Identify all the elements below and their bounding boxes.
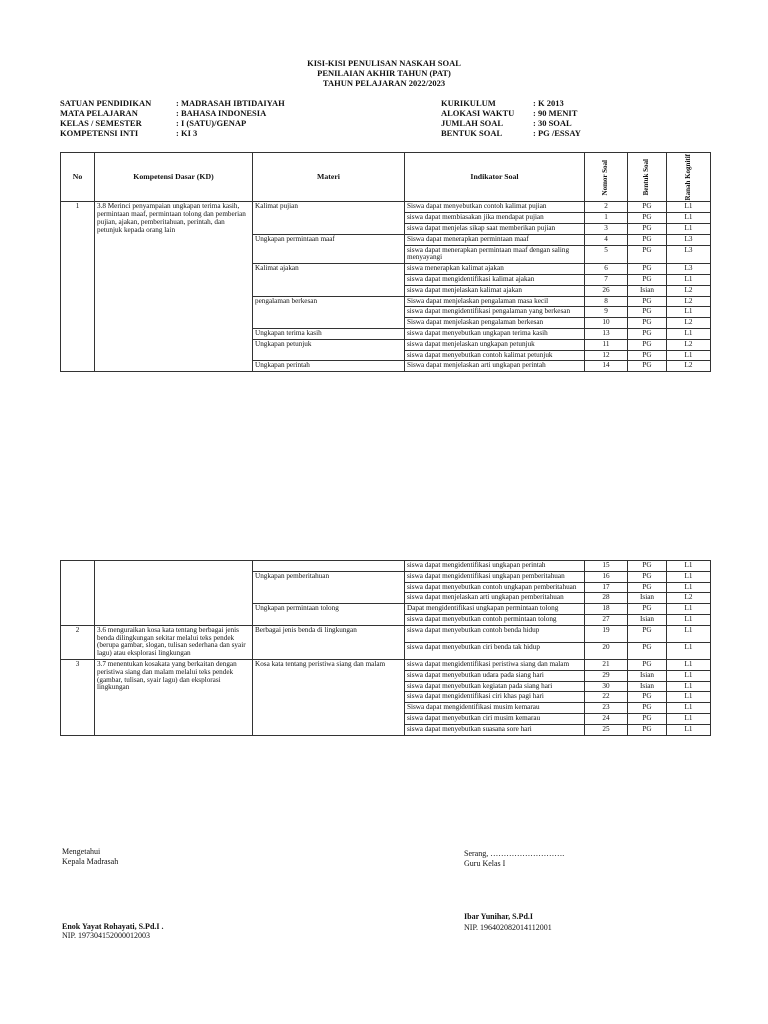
bentuk-cell: PG	[628, 202, 667, 213]
ranah-cell: L1	[667, 659, 711, 670]
col-no: No	[61, 153, 95, 202]
ranah-cell: L3	[667, 245, 711, 264]
nomor-cell: 10	[585, 318, 628, 329]
meta-row	[60, 118, 285, 128]
col-indikator: Indikator Soal	[405, 153, 585, 202]
bentuk-cell: Isian	[628, 285, 667, 296]
meta-value: : BAHASA INDONESIA	[176, 108, 267, 118]
ranah-cell: L2	[667, 285, 711, 296]
nomor-cell: 1	[585, 213, 628, 224]
ranah-cell: L1	[667, 224, 711, 235]
meta-label: KURIKULUM	[441, 98, 496, 108]
bentuk-cell: PG	[628, 659, 667, 670]
meta-label: BENTUK SOAL	[441, 128, 503, 138]
nomor-cell: 23	[585, 703, 628, 714]
ranah-cell: L1	[667, 713, 711, 724]
table-row	[61, 659, 711, 670]
meta-label: KELAS / SEMESTER	[60, 118, 142, 128]
nomor-cell: 9	[585, 307, 628, 318]
nomor-cell: 18	[585, 604, 628, 615]
kd-text: 3.7 menentukan kosakata yang berkaitan dengan peristiwa siang dan malam melalui teks pendek (gambar, tulisan, syair lagu) dan eksplorasi lingkungan	[95, 659, 253, 735]
nomor-cell: 2	[585, 202, 628, 213]
ranah-cell: L1	[667, 561, 711, 572]
bentuk-cell: PG	[628, 318, 667, 329]
bentuk-cell: Isian	[628, 681, 667, 692]
bentuk-cell: PG	[628, 329, 667, 340]
meta-label: ALOKASI WAKTU	[441, 108, 515, 118]
ranah-cell: L1	[667, 614, 711, 625]
nomor-cell: 30	[585, 681, 628, 692]
nomor-cell: 29	[585, 670, 628, 681]
indikator-cell: siswa dapat menyebutkan kegiatan pada siang hari	[405, 681, 585, 692]
nomor-cell: 22	[585, 692, 628, 703]
materi-cell: Ungkapan permintaan maaf	[253, 234, 405, 263]
indikator-cell: Dapat mengidentifikasi ungkapan permintaan tolong	[405, 604, 585, 615]
nomor-cell: 7	[585, 275, 628, 286]
materi-cell: Ungkapan perintah	[253, 361, 405, 372]
nomor-cell: 17	[585, 582, 628, 593]
materi-cell: Kalimat pujian	[253, 202, 405, 234]
meta-value: : PG /ESSAY	[533, 128, 581, 138]
ranah-cell: L1	[667, 625, 711, 642]
col-ranah-label: Ranah Kognitif	[683, 154, 692, 201]
meta-value: : I (SATU)/GENAP	[176, 118, 247, 128]
indikator-cell: siswa menerapkan kalimat ajakan	[405, 264, 585, 275]
nomor-cell: 6	[585, 264, 628, 275]
indikator-cell: Siswa dapat menyebutkan contoh kalimat pujian	[405, 202, 585, 213]
kisi-table-1	[60, 152, 711, 372]
nomor-cell: 12	[585, 350, 628, 361]
indikator-cell: Siswa dapat mengidentifikasi musim kemarau	[405, 703, 585, 714]
nomor-cell: 28	[585, 593, 628, 604]
ranah-cell: L2	[667, 593, 711, 604]
indikator-cell: siswa dapat menyebutkan ciri musim kemarau	[405, 713, 585, 724]
bentuk-cell: PG	[628, 245, 667, 264]
bentuk-cell: PG	[628, 642, 667, 659]
materi-cell: Ungkapan pemberitahuan	[253, 571, 405, 603]
document-title: KISI-KISI PENULISAN NASKAH SOAL	[307, 58, 461, 68]
meta-row	[441, 98, 581, 108]
bentuk-cell: PG	[628, 604, 667, 615]
kd-number	[61, 561, 95, 626]
bentuk-cell: PG	[628, 703, 667, 714]
meta-row	[60, 98, 285, 108]
ranah-cell: L1	[667, 307, 711, 318]
sig-left-label1: Mengetahui	[62, 847, 101, 856]
nomor-cell: 21	[585, 659, 628, 670]
meta-value: : MADRASAH IBTIDAIYAH	[176, 98, 285, 108]
ranah-cell: L1	[667, 350, 711, 361]
materi-cell: pengalaman berkesan	[253, 296, 405, 328]
bentuk-cell: PG	[628, 275, 667, 286]
indikator-cell: siswa dapat mengidentifikasi ungkapan perintah	[405, 561, 585, 572]
indikator-cell: siswa dapat membiasakan jika mendapat pujian	[405, 213, 585, 224]
ranah-cell: L1	[667, 329, 711, 340]
indikator-cell: Siswa dapat menjelaskan pengalaman berkesan	[405, 318, 585, 329]
ranah-cell: L2	[667, 339, 711, 350]
sig-right-name-text: Ibar Yunihar, S.Pd.I	[464, 912, 533, 921]
nomor-cell: 24	[585, 713, 628, 724]
ranah-cell: L1	[667, 642, 711, 659]
meta-right	[441, 98, 581, 138]
kd-text: 3.6 menguraikan kosa kata tentang berbagai jenis benda dilingkungan sekitar melalui teks pendek (berupa gambar, slogan, tulisan sederhana dan syair lagu) atau eksplorasi lingkungan	[95, 625, 253, 659]
ranah-cell: L2	[667, 318, 711, 329]
sig-right-label: Guru Kelas I	[464, 859, 506, 868]
ranah-cell: L1	[667, 582, 711, 593]
indikator-cell: siswa dapat mengidentifikasi ciri khas pagi hari	[405, 692, 585, 703]
ranah-cell: L1	[667, 703, 711, 714]
kd-text	[95, 561, 253, 626]
indikator-cell: siswa dapat menyebutkan ungkapan terima kasih	[405, 329, 585, 340]
indikator-cell: siswa dapat menjelas sikap saat memberikan pujian	[405, 224, 585, 235]
kd-number: 1	[61, 202, 95, 372]
meta-value: : K 2013	[533, 98, 564, 108]
nomor-cell: 27	[585, 614, 628, 625]
bentuk-cell: PG	[628, 224, 667, 235]
meta-left	[60, 98, 285, 138]
ranah-cell: L3	[667, 264, 711, 275]
indikator-cell: siswa dapat menerapkan permintaan maaf dengan saling menyayangi	[405, 245, 585, 264]
ranah-cell: L1	[667, 670, 711, 681]
indikator-cell: siswa dapat mengidentifikasi peristiwa siang dan malam	[405, 659, 585, 670]
meta-row	[441, 118, 581, 128]
bentuk-cell: PG	[628, 264, 667, 275]
indikator-cell: siswa dapat menyebutkan suasana sore hari	[405, 724, 585, 735]
ranah-cell: L1	[667, 275, 711, 286]
indikator-cell: siswa dapat menyebutkan contoh benda hidup	[405, 625, 585, 642]
sig-left-label2: Kepala Madrasah	[62, 857, 119, 866]
materi-cell: Ungkapan permintaan tolong	[253, 604, 405, 626]
indikator-cell: siswa dapat menyebutkan contoh kalimat petunjuk	[405, 350, 585, 361]
bentuk-cell: PG	[628, 625, 667, 642]
materi-cell: Kosa kata tentang peristiwa siang dan malam	[253, 659, 405, 735]
materi-cell	[253, 561, 405, 572]
sig-right-nip: NIP. 196402082014112001	[464, 923, 552, 932]
indikator-cell: siswa dapat menjelaskan arti ungkapan pemberitahuan	[405, 593, 585, 604]
sig-right-name	[464, 912, 533, 922]
materi-cell: Kalimat ajakan	[253, 264, 405, 296]
document-year: TAHUN PELAJARAN 2022/2023	[322, 78, 446, 88]
bentuk-cell: PG	[628, 213, 667, 224]
meta-value: : 90 MENIT	[533, 108, 578, 118]
nomor-cell: 26	[585, 285, 628, 296]
bentuk-cell: PG	[628, 339, 667, 350]
ranah-cell: L1	[667, 202, 711, 213]
bentuk-cell: PG	[628, 692, 667, 703]
indikator-cell: siswa dapat menjelaskan ungkapan petunjuk	[405, 339, 585, 350]
col-ranah	[667, 153, 711, 202]
materi-cell: Berbagai jenis benda di lingkungan	[253, 625, 405, 659]
ranah-cell: L1	[667, 571, 711, 582]
meta-row	[441, 108, 581, 118]
bentuk-cell: PG	[628, 582, 667, 593]
bentuk-cell: Isian	[628, 614, 667, 625]
kd-number: 3	[61, 659, 95, 735]
materi-cell: Ungkapan terima kasih	[253, 329, 405, 340]
meta-label: JUMLAH SOAL	[441, 118, 504, 128]
bentuk-cell: PG	[628, 234, 667, 245]
meta-row	[60, 128, 285, 138]
nomor-cell: 14	[585, 361, 628, 372]
bentuk-cell: PG	[628, 307, 667, 318]
materi-cell: Ungkapan petunjuk	[253, 339, 405, 361]
indikator-cell: Siswa dapat menjelaskan arti ungkapan perintah	[405, 361, 585, 372]
col-kd: Kompetensi Dasar (KD)	[95, 153, 253, 202]
nomor-cell: 4	[585, 234, 628, 245]
bentuk-cell: PG	[628, 361, 667, 372]
indikator-cell: siswa dapat menjelaskan kalimat ajakan	[405, 285, 585, 296]
ranah-cell: L1	[667, 692, 711, 703]
bentuk-cell: PG	[628, 724, 667, 735]
indikator-cell: siswa dapat menyebutkan udara pada siang hari	[405, 670, 585, 681]
meta-label: SATUAN PENDIDIKAN	[60, 98, 152, 108]
indikator-cell: siswa dapat mengidentifikasi pengalaman yang berkesan	[405, 307, 585, 318]
indikator-cell: siswa dapat mengidentifikasi kalimat ajakan	[405, 275, 585, 286]
table-row	[61, 202, 711, 213]
nomor-cell: 19	[585, 625, 628, 642]
nomor-cell: 8	[585, 296, 628, 307]
nomor-cell: 15	[585, 561, 628, 572]
indikator-cell: Siswa dapat menjelaskan pengalaman masa kecil	[405, 296, 585, 307]
sig-right-place: Serang, ……………………….	[464, 849, 565, 858]
col-bentuk	[628, 153, 667, 202]
col-materi: Materi	[253, 153, 405, 202]
nomor-cell: 16	[585, 571, 628, 582]
kd-text: 3.8 Merinci penyampaian ungkapan terima kasih, permintaan maaf, permintaan tolong dan pemberian pujian, ajakan, pemberitahuan, perintah, dan petunjuk kepada orang lain	[95, 202, 253, 372]
sig-left-name-text: Enok Yayat Rohayati, S.Pd.I .	[62, 922, 164, 931]
indikator-cell: siswa dapat menyebutkan contoh permintaan tolong	[405, 614, 585, 625]
nomor-cell: 3	[585, 224, 628, 235]
nomor-cell: 11	[585, 339, 628, 350]
bentuk-cell: PG	[628, 561, 667, 572]
table-row	[61, 561, 711, 572]
col-bentuk-label: Bentuk Soal	[642, 159, 651, 196]
ranah-cell: L1	[667, 213, 711, 224]
meta-label: KOMPETENSI INTI	[60, 128, 139, 138]
indikator-cell: siswa dapat menyebutkan ciri benda tak hidup	[405, 642, 585, 659]
bentuk-cell: PG	[628, 350, 667, 361]
meta-label: MATA PELAJARAN	[60, 108, 138, 118]
ranah-cell: L1	[667, 604, 711, 615]
sig-left-nip: NIP. 197304152000012003	[62, 931, 151, 940]
indikator-cell: siswa dapat menyebutkan contoh ungkapan pemberitahuan	[405, 582, 585, 593]
meta-value: : 30 SOAL	[533, 118, 572, 128]
nomor-cell: 13	[585, 329, 628, 340]
indikator-cell: siswa dapat mengidentifikasi ungkapan pemberitahuan	[405, 571, 585, 582]
nomor-cell: 5	[585, 245, 628, 264]
nomor-cell: 25	[585, 724, 628, 735]
ranah-cell: L2	[667, 296, 711, 307]
bentuk-cell: Isian	[628, 593, 667, 604]
kisi-table-2	[60, 560, 711, 736]
bentuk-cell: PG	[628, 296, 667, 307]
bentuk-cell: PG	[628, 713, 667, 724]
ranah-cell: L1	[667, 724, 711, 735]
nomor-cell: 20	[585, 642, 628, 659]
col-nomor	[585, 153, 628, 202]
indikator-cell: Siswa dapat menerapkan permintaan maaf	[405, 234, 585, 245]
ranah-cell: L1	[667, 681, 711, 692]
table-row	[61, 625, 711, 642]
meta-row	[441, 128, 581, 138]
col-nomor-label: Nomor Soal	[601, 159, 610, 195]
bentuk-cell: Isian	[628, 670, 667, 681]
ranah-cell: L3	[667, 234, 711, 245]
meta-value: : KI 3	[176, 128, 198, 138]
bentuk-cell: PG	[628, 571, 667, 582]
meta-row	[60, 108, 285, 118]
kd-number: 2	[61, 625, 95, 659]
document-subtitle: PENILAIAN AKHIR TAHUN (PAT)	[317, 68, 451, 78]
ranah-cell: L2	[667, 361, 711, 372]
